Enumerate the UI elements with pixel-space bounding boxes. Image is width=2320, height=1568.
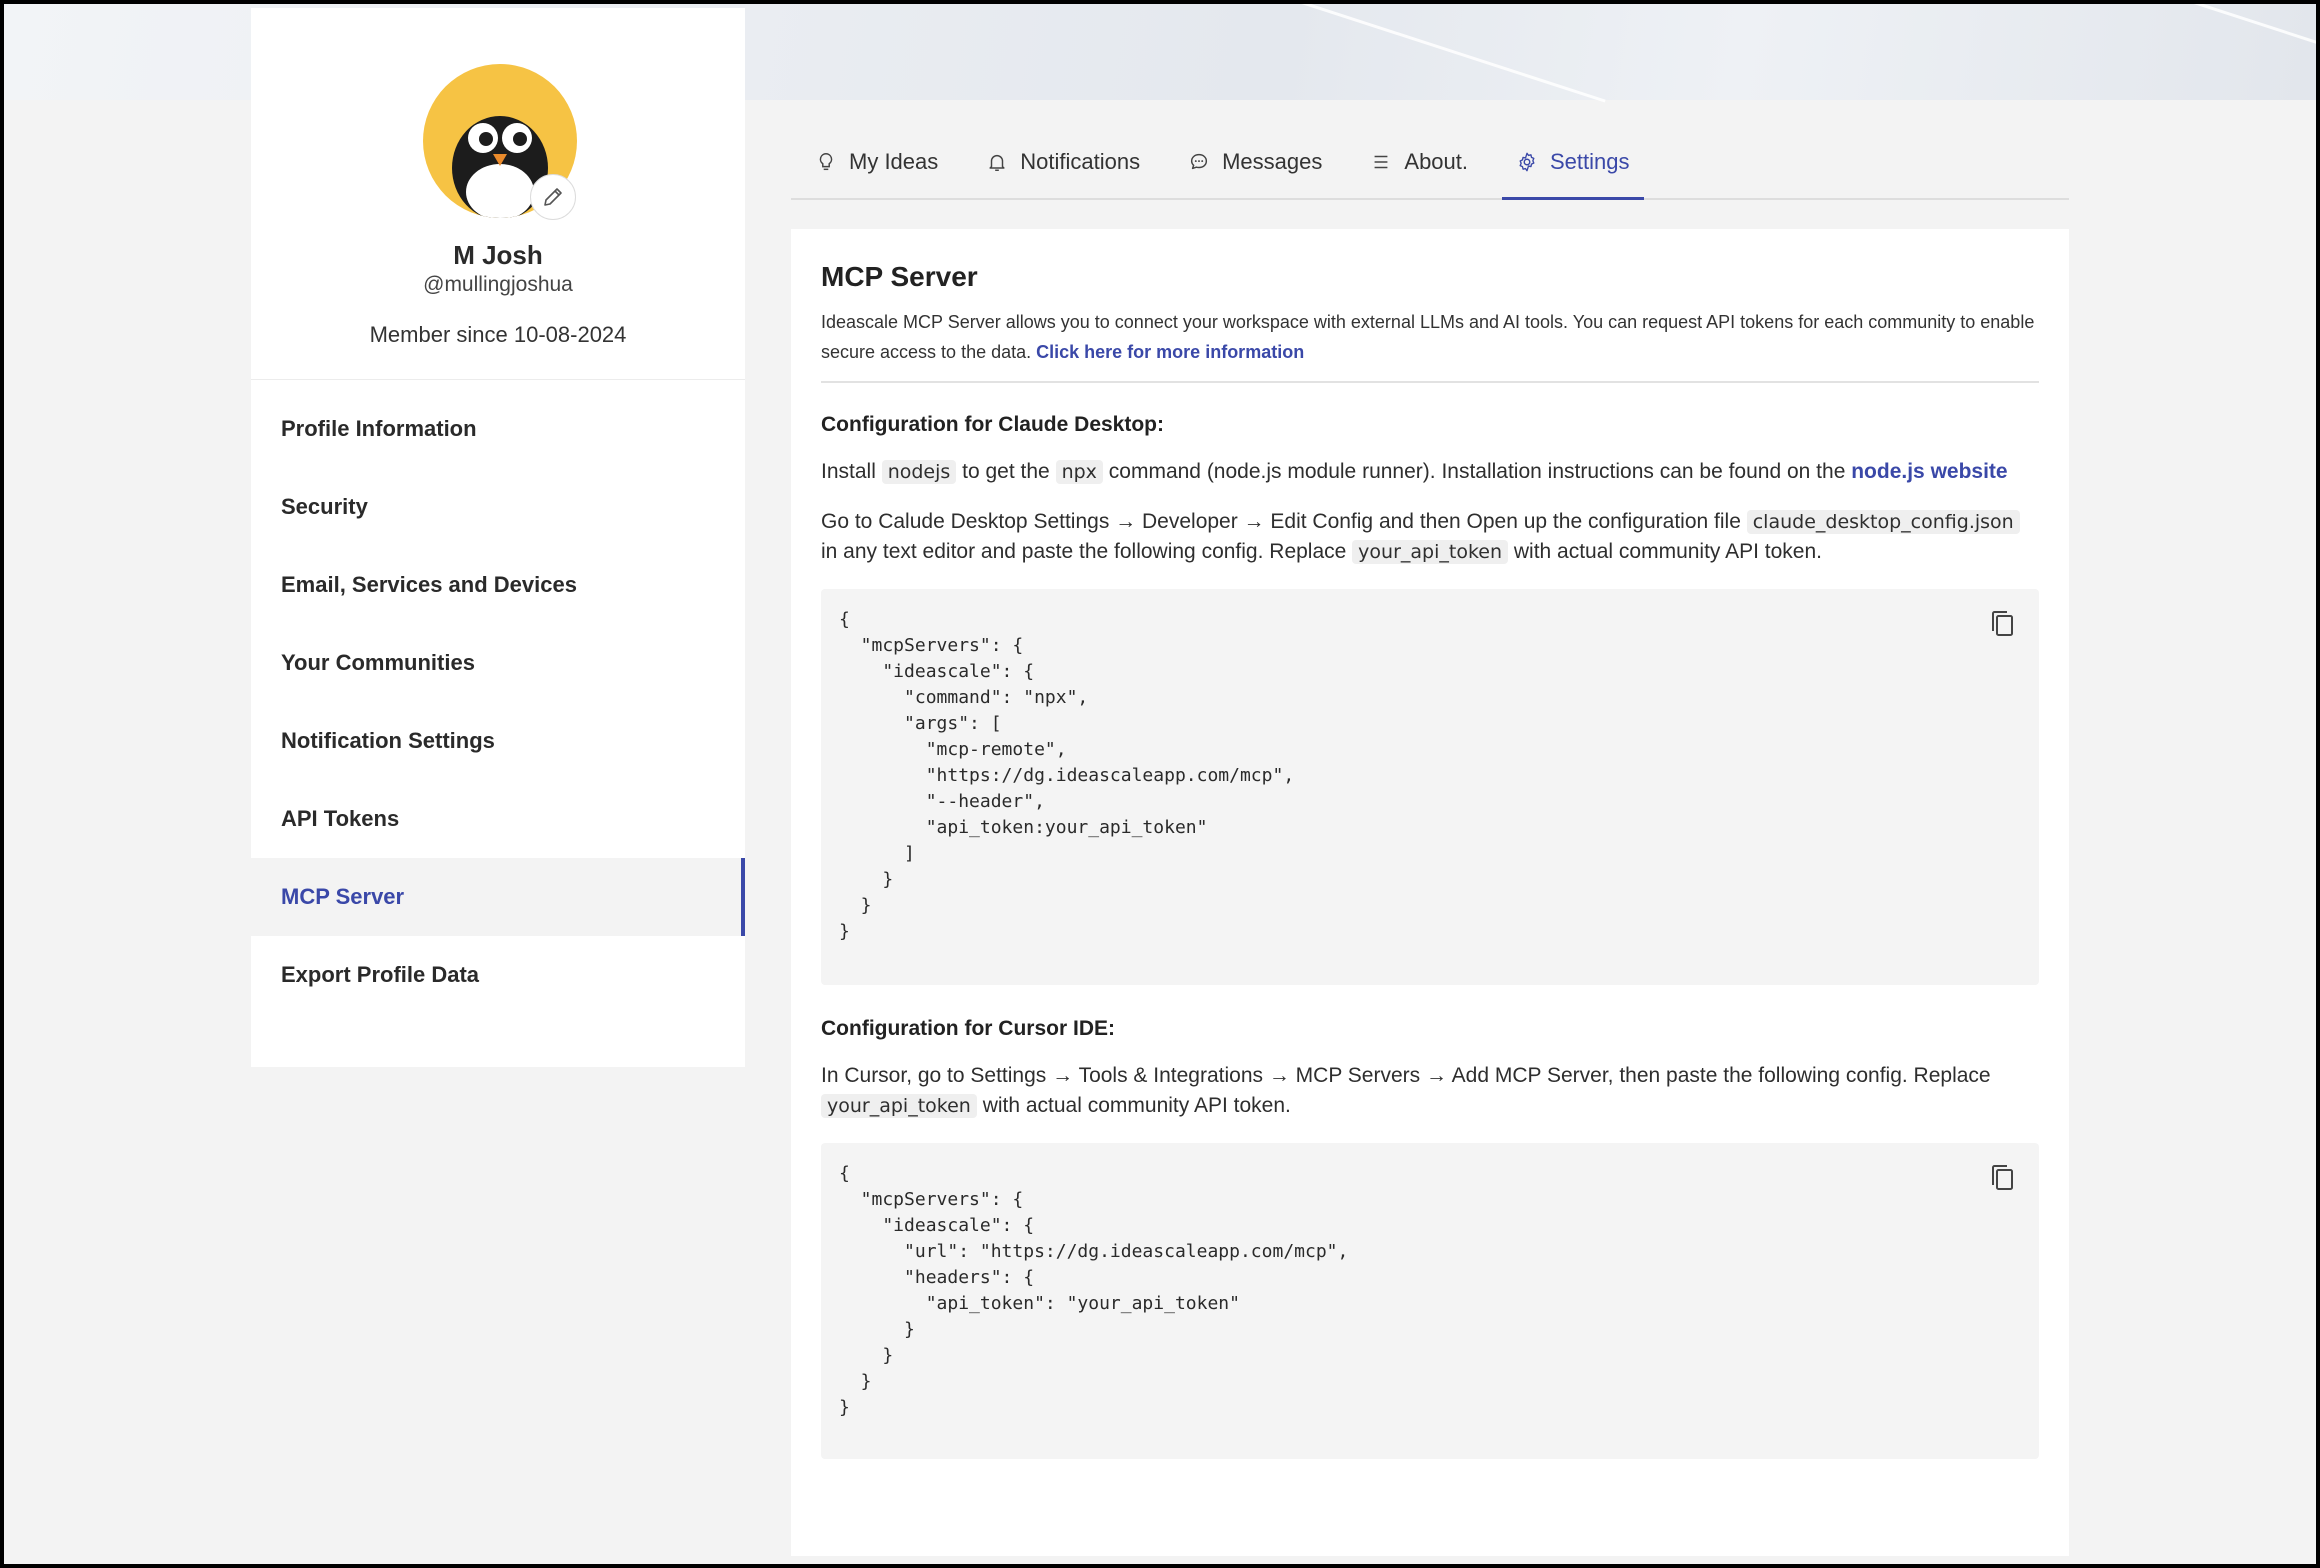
sidebar-item-mcp-server[interactable]	[251, 858, 745, 936]
tab-label: Notifications	[1020, 148, 1141, 174]
inline-code-api-token: your_api_token	[1352, 540, 1508, 564]
sidebar-item-label: Security	[281, 494, 368, 519]
nodejs-website-link[interactable]: node.js website	[1851, 460, 2008, 483]
chat-bubble-icon	[1188, 151, 1210, 173]
claude-config-title: Configuration for Claude Desktop:	[821, 413, 1164, 436]
tab-messages[interactable]	[1174, 125, 1336, 198]
pencil-icon	[541, 185, 565, 209]
cursor-config-code-block	[821, 1143, 2039, 1459]
tab-label: Settings	[1550, 148, 1630, 174]
claude-config-code-block	[821, 589, 2039, 985]
text: command (node.js module runner). Installation instructions can be found on the	[1108, 460, 1846, 483]
cursor-config-code: { "mcpServers": { "ideascale": { "url": "https://dg.ideascaleapp.com/mcp", "headers": { "api_token": "your_api_token" } } } }	[839, 1163, 1349, 1418]
inline-code-api-token: your_api_token	[821, 1094, 977, 1118]
copy-claude-config-button[interactable]	[1989, 609, 2017, 639]
text: with actual community API token.	[1513, 540, 1822, 563]
tab-label: Messages	[1222, 148, 1323, 174]
tab-settings[interactable]	[1502, 125, 1644, 198]
claude-config-paragraph	[821, 507, 2039, 567]
gear-icon	[1516, 151, 1538, 173]
text: to get the	[962, 460, 1050, 483]
tab-about[interactable]	[1356, 125, 1482, 198]
sidebar-item-security[interactable]	[251, 468, 745, 546]
profile-card	[251, 8, 745, 380]
sidebar-item-label: Your Communities	[281, 650, 475, 675]
sidebar-item-notification-settings[interactable]	[251, 702, 745, 780]
text: Install	[821, 460, 876, 483]
menu-lines-icon	[1370, 151, 1392, 173]
sidebar-item-label: Profile Information	[281, 416, 477, 441]
cursor-config-title: Configuration for Cursor IDE:	[821, 1017, 1115, 1040]
profile-sidebar	[251, 8, 745, 1067]
text: Go to Calude Desktop Settings → Developer → Edit Config and then Open up the configuration file	[821, 510, 1741, 533]
sidebar-item-profile-information[interactable]	[251, 390, 745, 468]
app-frame	[4, 4, 2316, 1564]
text: In Cursor, go to Settings → Tools & Integrations → MCP Servers → Add MCP Server, then paste the following config. Replace	[821, 1064, 1991, 1087]
sidebar-item-label: MCP Server	[281, 884, 405, 909]
lightbulb-icon	[815, 151, 837, 173]
copy-cursor-config-button[interactable]	[1989, 1163, 2017, 1193]
tab-label: About.	[1404, 148, 1468, 174]
copy-icon	[1989, 1163, 2017, 1193]
tab-label: My Ideas	[849, 148, 939, 174]
main-tabs	[791, 125, 2069, 200]
cursor-config-paragraph	[821, 1061, 2039, 1121]
claude-install-paragraph	[821, 457, 2039, 487]
page-title: MCP Server	[821, 261, 978, 292]
text: with actual community API token.	[982, 1094, 1291, 1117]
sidebar-item-export-profile-data[interactable]	[251, 936, 745, 1014]
mcp-server-panel	[791, 229, 2069, 1556]
intro-description: Ideascale MCP Server allows you to connect your workspace with external LLMs and AI tools. You can request API tokens for each community to enable secure access to the data.	[821, 312, 2035, 362]
sidebar-item-email-services-devices[interactable]	[251, 546, 745, 624]
sidebar-item-your-communities[interactable]	[251, 624, 745, 702]
sidebar-item-label: Email, Services and Devices	[281, 572, 577, 597]
inline-code-nodejs: nodejs	[882, 460, 957, 484]
bell-icon	[986, 151, 1008, 173]
more-info-link[interactable]: Click here for more information	[1036, 342, 1305, 362]
inline-code-npx: npx	[1056, 460, 1103, 484]
text: in any text editor and paste the following config. Replace	[821, 540, 1347, 563]
profile-name: M Josh	[453, 240, 543, 270]
tab-notifications[interactable]	[972, 125, 1154, 198]
tab-my-ideas[interactable]	[801, 125, 952, 198]
edit-avatar-button[interactable]	[530, 174, 576, 220]
sidebar-item-label: API Tokens	[281, 806, 400, 831]
copy-icon	[1989, 609, 2017, 639]
member-since: Member since 10-08-2024	[369, 322, 627, 347]
sidebar-item-label: Notification Settings	[281, 728, 495, 753]
inline-code-config-file: claude_desktop_config.json	[1747, 510, 2020, 534]
intro-text	[821, 307, 2039, 383]
sidebar-item-api-tokens[interactable]	[251, 780, 745, 858]
profile-handle: @mullingjoshua	[423, 273, 573, 296]
claude-config-code: { "mcpServers": { "ideascale": { "command": "npx", "args": [ "mcp-remote", "https://dg.ideascaleapp.com/mcp", "--header", "api_token:your_api_token" ] } } }	[839, 609, 1295, 942]
settings-nav	[251, 380, 745, 1014]
sidebar-item-label: Export Profile Data	[281, 962, 480, 987]
